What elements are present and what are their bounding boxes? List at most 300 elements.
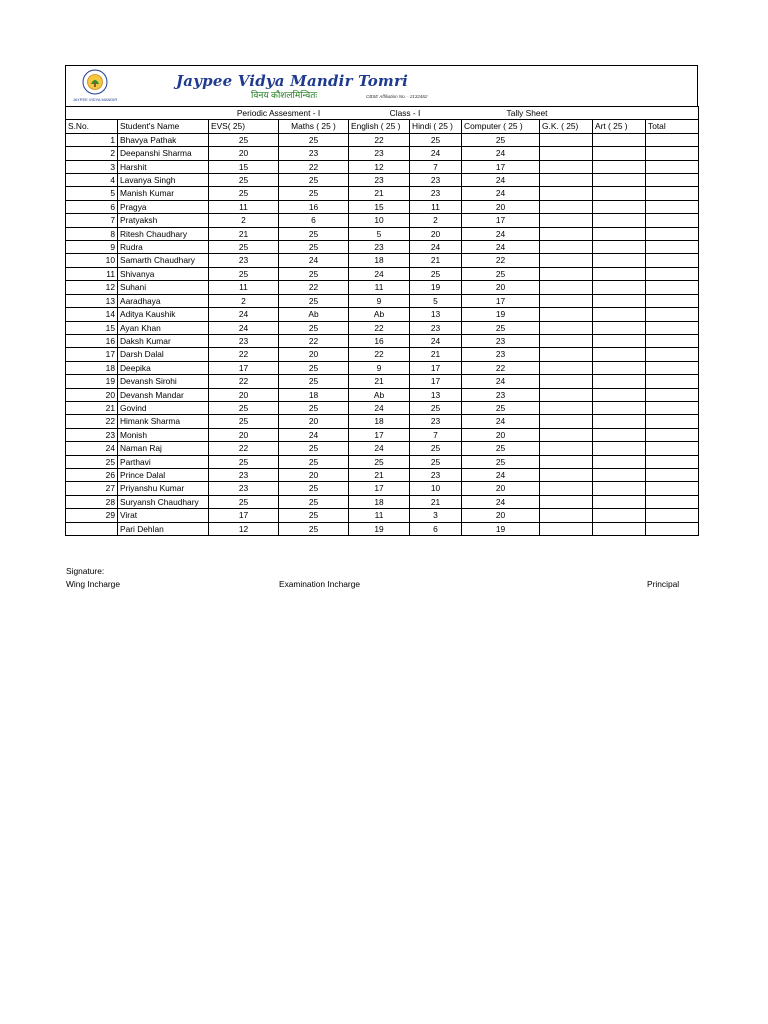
mark-cell: 23: [410, 321, 462, 334]
empty-cell: [646, 241, 699, 254]
empty-cell: [540, 227, 593, 240]
mark-cell: 25: [279, 442, 349, 455]
mark-cell: 25: [410, 401, 462, 414]
table-row: [66, 428, 699, 441]
mark-cell: 23: [349, 147, 410, 160]
mark-cell: 25: [349, 455, 410, 468]
empty-cell: [540, 147, 593, 160]
principal-label: Principal: [647, 579, 680, 589]
mark-cell: 19: [349, 522, 410, 535]
mark-cell: 11: [349, 281, 410, 294]
mark-cell: 11: [209, 281, 279, 294]
col-header: English ( 25 ): [349, 120, 410, 133]
serial-number-cell: 13: [66, 294, 118, 307]
empty-cell: [540, 442, 593, 455]
empty-cell: [540, 160, 593, 173]
mark-cell: 22: [349, 321, 410, 334]
empty-cell: [593, 254, 646, 267]
empty-cell: [646, 348, 699, 361]
table-row: [66, 455, 699, 468]
serial-number-cell: 10: [66, 254, 118, 267]
col-header: Art ( 25 ): [593, 120, 646, 133]
mark-cell: 9: [349, 361, 410, 374]
col-header: S.No.: [66, 120, 118, 133]
student-name-cell: Prince Dalal: [118, 468, 209, 481]
empty-cell: [540, 415, 593, 428]
empty-cell: [593, 388, 646, 401]
signature-heading: Signature:: [66, 566, 105, 576]
empty-cell: [646, 361, 699, 374]
mark-cell: 10: [410, 482, 462, 495]
empty-cell: [593, 348, 646, 361]
mark-cell: 25: [209, 241, 279, 254]
mark-cell: 15: [349, 200, 410, 213]
table-row: [66, 254, 699, 267]
serial-number-cell: 20: [66, 388, 118, 401]
student-name-cell: Parthavi: [118, 455, 209, 468]
mark-cell: 24: [462, 468, 540, 481]
empty-cell: [593, 187, 646, 200]
student-name-cell: Monish: [118, 428, 209, 441]
mark-cell: Ab: [349, 388, 410, 401]
table-row: [66, 267, 699, 280]
empty-cell: [540, 267, 593, 280]
empty-cell: [646, 334, 699, 347]
student-name-cell: Pratyaksh: [118, 214, 209, 227]
mark-cell: 25: [279, 455, 349, 468]
mark-cell: 22: [349, 133, 410, 146]
mark-cell: 24: [349, 267, 410, 280]
mark-cell: 24: [209, 308, 279, 321]
empty-cell: [593, 200, 646, 213]
table-row: [66, 348, 699, 361]
mark-cell: 25: [462, 455, 540, 468]
table-row: [66, 495, 699, 508]
serial-number-cell: 29: [66, 509, 118, 522]
serial-number-cell: 21: [66, 401, 118, 414]
mark-cell: 17: [462, 294, 540, 307]
mark-cell: 11: [349, 509, 410, 522]
mark-cell: 11: [410, 200, 462, 213]
mark-cell: 20: [462, 428, 540, 441]
serial-number-cell: 5: [66, 187, 118, 200]
student-name-cell: Suryansh Chaudhary: [118, 495, 209, 508]
empty-cell: [593, 267, 646, 280]
meta-row: [66, 107, 699, 120]
empty-cell: [593, 522, 646, 535]
empty-cell: [593, 160, 646, 173]
empty-cell: [540, 214, 593, 227]
empty-cell: [540, 281, 593, 294]
mark-cell: 25: [462, 401, 540, 414]
student-name-cell: Deepanshi Sharma: [118, 147, 209, 160]
mark-cell: 20: [462, 509, 540, 522]
empty-cell: [646, 254, 699, 267]
serial-number-cell: 8: [66, 227, 118, 240]
empty-cell: [540, 321, 593, 334]
mark-cell: 22: [349, 348, 410, 361]
mark-cell: 22: [279, 334, 349, 347]
empty-cell: [646, 482, 699, 495]
student-name-cell: Samarth Chaudhary: [118, 254, 209, 267]
mark-cell: 23: [410, 415, 462, 428]
table-row: [66, 388, 699, 401]
empty-cell: [540, 348, 593, 361]
serial-number-cell: 24: [66, 442, 118, 455]
empty-cell: [540, 174, 593, 187]
empty-cell: [593, 509, 646, 522]
svg-text:JAYPEE VIDYA MANDIR: JAYPEE VIDYA MANDIR: [72, 97, 118, 102]
mark-cell: 5: [349, 227, 410, 240]
table-row: [66, 187, 699, 200]
mark-cell: 23: [410, 187, 462, 200]
table-row: [66, 401, 699, 414]
mark-cell: 25: [279, 482, 349, 495]
empty-cell: [540, 254, 593, 267]
serial-number-cell: 4: [66, 174, 118, 187]
empty-cell: [593, 428, 646, 441]
mark-cell: 17: [209, 361, 279, 374]
mark-cell: 25: [462, 133, 540, 146]
student-name-cell: Bhavya Pathak: [118, 133, 209, 146]
student-name-cell: Devansh Mandar: [118, 388, 209, 401]
mark-cell: 19: [462, 522, 540, 535]
empty-cell: [646, 294, 699, 307]
mark-cell: 23: [209, 254, 279, 267]
empty-cell: [540, 241, 593, 254]
class-title: Class - I: [349, 107, 462, 120]
mark-cell: 24: [410, 147, 462, 160]
mark-cell: 21: [349, 468, 410, 481]
empty-cell: [593, 334, 646, 347]
column-header-row: [66, 120, 699, 133]
empty-cell: [646, 415, 699, 428]
student-name-cell: Himank Sharma: [118, 415, 209, 428]
student-name-cell: Priyanshu Kumar: [118, 482, 209, 495]
student-name-cell: Virat: [118, 509, 209, 522]
mark-cell: 12: [209, 522, 279, 535]
mark-cell: 23: [279, 147, 349, 160]
mark-cell: 17: [462, 160, 540, 173]
mark-cell: 23: [349, 241, 410, 254]
mark-cell: 21: [410, 495, 462, 508]
mark-cell: 20: [209, 147, 279, 160]
empty-cell: [593, 227, 646, 240]
empty-cell: [593, 455, 646, 468]
school-name: Jaypee Vidya Mandir Tomri: [176, 72, 409, 90]
mark-cell: 6: [410, 522, 462, 535]
student-name-cell: Harshit: [118, 160, 209, 173]
mark-cell: 25: [279, 321, 349, 334]
mark-cell: 25: [462, 267, 540, 280]
empty-cell: [593, 308, 646, 321]
empty-cell: [646, 442, 699, 455]
mark-cell: 25: [209, 267, 279, 280]
mark-cell: 25: [209, 415, 279, 428]
student-name-cell: Shivanya: [118, 267, 209, 280]
mark-cell: 21: [349, 375, 410, 388]
mark-cell: 17: [410, 361, 462, 374]
empty-cell: [540, 401, 593, 414]
table-row: [66, 509, 699, 522]
mark-cell: 18: [349, 415, 410, 428]
table-row: [66, 200, 699, 213]
empty-cell: [593, 442, 646, 455]
mark-cell: 24: [279, 254, 349, 267]
empty-cell: [593, 174, 646, 187]
mark-cell: 24: [462, 174, 540, 187]
student-name-cell: Aaradhaya: [118, 294, 209, 307]
mark-cell: 22: [209, 375, 279, 388]
serial-number-cell: 2: [66, 147, 118, 160]
mark-cell: 18: [279, 388, 349, 401]
table-row: [66, 522, 699, 535]
empty-cell: [593, 241, 646, 254]
mark-cell: 17: [209, 509, 279, 522]
mark-cell: 25: [279, 495, 349, 508]
table-row: [66, 281, 699, 294]
empty-cell: [646, 227, 699, 240]
student-name-cell: Pari Dehlan: [118, 522, 209, 535]
mark-cell: 19: [410, 281, 462, 294]
mark-cell: 23: [462, 334, 540, 347]
empty-cell: [540, 187, 593, 200]
empty-cell: [540, 455, 593, 468]
mark-cell: 24: [462, 241, 540, 254]
empty-cell: [593, 415, 646, 428]
serial-number-cell: 19: [66, 375, 118, 388]
serial-number-cell: 16: [66, 334, 118, 347]
tally-sheet: [65, 65, 698, 536]
mark-cell: 25: [209, 495, 279, 508]
mark-cell: 25: [279, 509, 349, 522]
mark-cell: 25: [279, 361, 349, 374]
student-name-cell: Devansh Sirohi: [118, 375, 209, 388]
empty-cell: [646, 428, 699, 441]
student-name-cell: Daksh Kumar: [118, 334, 209, 347]
student-name-cell: Darsh Dalal: [118, 348, 209, 361]
mark-cell: 25: [279, 522, 349, 535]
table-row: [66, 241, 699, 254]
sheet-title: Tally Sheet: [462, 107, 593, 120]
empty-cell: [646, 455, 699, 468]
mark-cell: 24: [462, 147, 540, 160]
mark-cell: 20: [209, 388, 279, 401]
empty-cell: [540, 375, 593, 388]
empty-cell: [540, 509, 593, 522]
mark-cell: 16: [279, 200, 349, 213]
empty-cell: [646, 133, 699, 146]
mark-cell: 13: [410, 308, 462, 321]
empty-cell: [646, 388, 699, 401]
mark-cell: 6: [279, 214, 349, 227]
empty-cell: [540, 294, 593, 307]
student-name-cell: Naman Raj: [118, 442, 209, 455]
table-row: [66, 321, 699, 334]
mark-cell: 11: [209, 200, 279, 213]
mark-cell: 24: [349, 442, 410, 455]
mark-cell: 25: [279, 267, 349, 280]
mark-cell: 25: [279, 375, 349, 388]
empty-cell: [593, 361, 646, 374]
serial-number-cell: 23: [66, 428, 118, 441]
serial-number-cell: 22: [66, 415, 118, 428]
empty-cell: [593, 133, 646, 146]
empty-cell: [646, 522, 699, 535]
mark-cell: 25: [279, 401, 349, 414]
mark-cell: 23: [209, 334, 279, 347]
mark-cell: 25: [279, 174, 349, 187]
empty-cell: [593, 401, 646, 414]
table-row: [66, 415, 699, 428]
mark-cell: 22: [279, 160, 349, 173]
serial-number-cell: 18: [66, 361, 118, 374]
empty-cell: [540, 308, 593, 321]
serial-number-cell: 17: [66, 348, 118, 361]
table-row: [66, 227, 699, 240]
serial-number-cell: 25: [66, 455, 118, 468]
empty-cell: [540, 468, 593, 481]
empty-cell: [593, 214, 646, 227]
student-name-cell: Aditya Kaushik: [118, 308, 209, 321]
mark-cell: 25: [279, 294, 349, 307]
mark-cell: 21: [410, 348, 462, 361]
serial-number-cell: 12: [66, 281, 118, 294]
empty-cell: [646, 200, 699, 213]
mark-cell: 24: [462, 495, 540, 508]
mark-cell: 17: [410, 375, 462, 388]
mark-cell: 25: [209, 455, 279, 468]
empty-cell: [646, 321, 699, 334]
mark-cell: 20: [462, 200, 540, 213]
student-name-cell: Deepika: [118, 361, 209, 374]
mark-cell: 25: [279, 241, 349, 254]
mark-cell: 25: [410, 267, 462, 280]
mark-cell: 25: [462, 321, 540, 334]
serial-number-cell: 15: [66, 321, 118, 334]
wing-incharge-label: Wing Incharge: [66, 579, 120, 589]
empty-cell: [646, 401, 699, 414]
mark-cell: 7: [410, 428, 462, 441]
mark-cell: 2: [410, 214, 462, 227]
student-name-cell: Ritesh Chaudhary: [118, 227, 209, 240]
mark-cell: 24: [410, 334, 462, 347]
empty-cell: [646, 267, 699, 280]
mark-cell: 20: [279, 468, 349, 481]
student-name-cell: Manish Kumar: [118, 187, 209, 200]
mark-cell: 16: [349, 334, 410, 347]
serial-number-cell: [66, 522, 118, 535]
table-row: [66, 147, 699, 160]
table-row: [66, 308, 699, 321]
mark-cell: 24: [410, 241, 462, 254]
mark-cell: 12: [349, 160, 410, 173]
mark-cell: 7: [410, 160, 462, 173]
empty-cell: [540, 334, 593, 347]
mark-cell: 19: [462, 308, 540, 321]
mark-cell: 23: [462, 388, 540, 401]
table-row: [66, 375, 699, 388]
serial-number-cell: 28: [66, 495, 118, 508]
col-header: Computer ( 25 ): [462, 120, 540, 133]
serial-number-cell: 7: [66, 214, 118, 227]
empty-cell: [646, 281, 699, 294]
table-row: [66, 361, 699, 374]
mark-cell: 21: [410, 254, 462, 267]
mark-cell: 23: [410, 174, 462, 187]
empty-cell: [593, 321, 646, 334]
empty-cell: [646, 509, 699, 522]
mark-cell: 13: [410, 388, 462, 401]
mark-cell: 18: [349, 495, 410, 508]
table-row: [66, 442, 699, 455]
table-row: [66, 133, 699, 146]
mark-cell: 20: [462, 482, 540, 495]
empty-cell: [646, 160, 699, 173]
mark-cell: 21: [349, 187, 410, 200]
serial-number-cell: 9: [66, 241, 118, 254]
table-row: [66, 160, 699, 173]
mark-cell: 24: [462, 227, 540, 240]
mark-cell: 25: [410, 455, 462, 468]
exam-incharge-label: Examination Incharge: [279, 579, 361, 589]
empty-cell: [646, 495, 699, 508]
table-row: [66, 294, 699, 307]
col-header: Total: [646, 120, 699, 133]
student-name-cell: Ayan Khan: [118, 321, 209, 334]
table-row: [66, 214, 699, 227]
mark-cell: 25: [209, 174, 279, 187]
mark-cell: 5: [410, 294, 462, 307]
mark-cell: Ab: [349, 308, 410, 321]
empty-cell: [593, 495, 646, 508]
serial-number-cell: 14: [66, 308, 118, 321]
mark-cell: 22: [279, 281, 349, 294]
serial-number-cell: 27: [66, 482, 118, 495]
col-header: Hindi ( 25 ): [410, 120, 462, 133]
empty-cell: [593, 375, 646, 388]
mark-cell: 24: [462, 187, 540, 200]
empty-cell: [646, 174, 699, 187]
mark-cell: 18: [349, 254, 410, 267]
empty-cell: [540, 522, 593, 535]
student-name-cell: Govind: [118, 401, 209, 414]
mark-cell: 2: [209, 214, 279, 227]
school-header: [65, 65, 698, 106]
mark-cell: 20: [410, 227, 462, 240]
table-row: [66, 482, 699, 495]
mark-cell: 17: [462, 214, 540, 227]
empty-cell: [646, 308, 699, 321]
empty-cell: [646, 187, 699, 200]
mark-cell: 20: [209, 428, 279, 441]
affiliation-number: CBSE Affiliation No. - 2132462: [366, 94, 428, 99]
mark-cell: 24: [209, 321, 279, 334]
serial-number-cell: 6: [66, 200, 118, 213]
mark-cell: 23: [209, 482, 279, 495]
mark-cell: 25: [279, 187, 349, 200]
table-row: [66, 468, 699, 481]
empty-cell: [646, 375, 699, 388]
student-name-cell: Rudra: [118, 241, 209, 254]
mark-cell: 25: [279, 227, 349, 240]
table-row: [66, 174, 699, 187]
mark-cell: 25: [410, 442, 462, 455]
col-header: Maths ( 25 ): [279, 120, 349, 133]
empty-cell: [646, 147, 699, 160]
empty-cell: [593, 294, 646, 307]
mark-cell: 17: [349, 482, 410, 495]
